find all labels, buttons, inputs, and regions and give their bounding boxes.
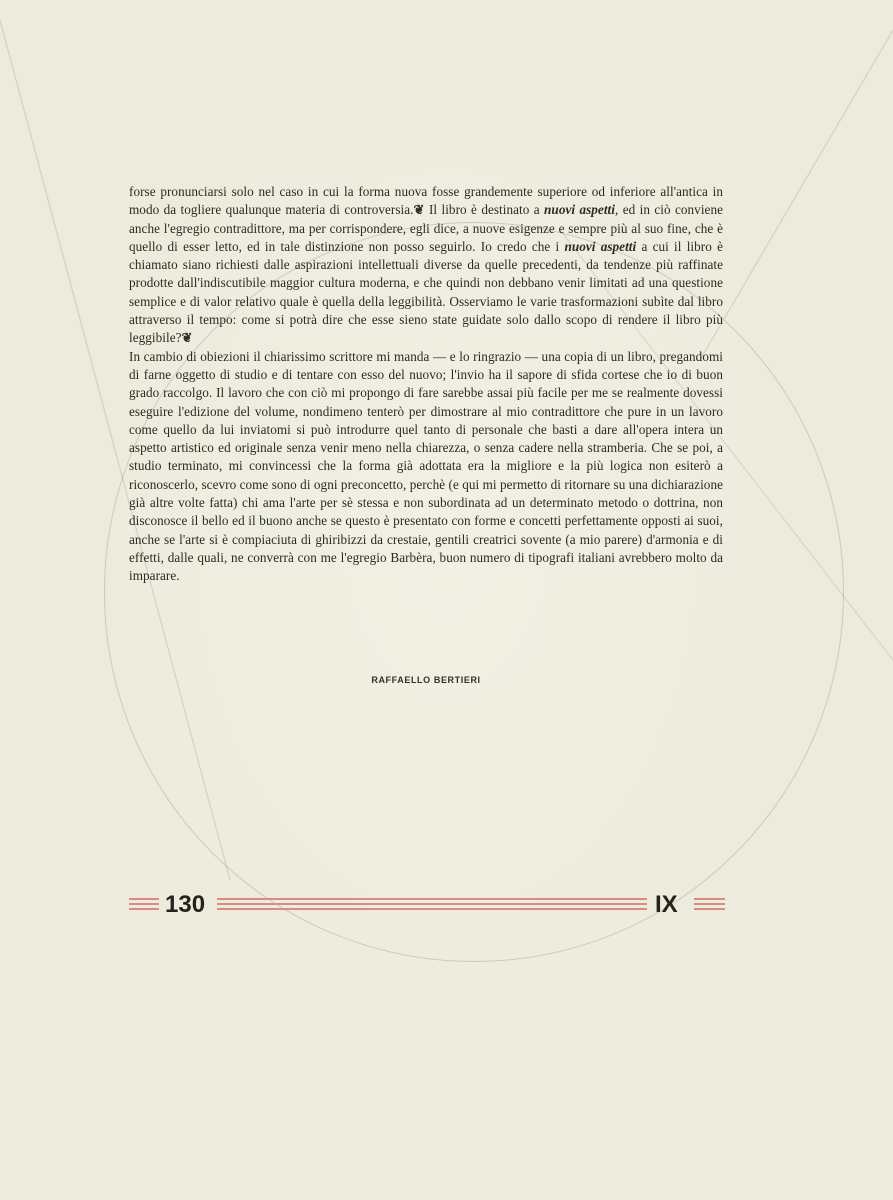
decorative-rule [694, 898, 725, 912]
body-text [129, 183, 723, 586]
italic-term: nuovi aspetti [564, 238, 637, 254]
text-run: , ed in ciò conviene anche l'egregio contradittore, ma per corrispondere, egli dice, a nuove esigenze e sempre più al suo fine, che è quello di esser letto, ed in tale distinzione non posso seguirlo. Io credo che i [129, 202, 723, 254]
text-run: a cui il libro è chiamato siano richiesti dalle aspirazioni intellettuali diverse da quelle precedenti, da tendenze più raffinate prodotte dall'indiscutibile maggior cultura moderna, e che quindi non debbano venir limitati ad una questione semplice e di valor relativo quale è quella della leggibilità. Osserviamo le varie trasformazioni subìte dal libro attraverso il tempo: come si potrà dire che esse sieno state guidate solo dallo scopo di rendere il libro più leggibile? [129, 238, 723, 346]
chapter-number: IX [655, 891, 678, 918]
text-run: forse pronunciarsi solo nel caso in cui la forma nuova fosse grandemente superiore od inferiore all'antica in modo da togliere qualunque materia di controversia. [129, 184, 723, 218]
author-signature: RAFFAELLO BERTIERI [371, 675, 481, 685]
decorative-rule [217, 898, 647, 912]
fleuron-ornament-icon: ❦ [413, 202, 425, 218]
decorative-rule [129, 898, 159, 912]
fleuron-ornament-icon: ❦ [181, 330, 193, 346]
page-number: 130 [165, 891, 206, 918]
text-run: Il libro è destinato a [424, 202, 545, 218]
paragraph-2: In cambio di obiezioni il chiarissimo scrittore mi manda — e lo ringrazio — una copia di un libro, pregandomi di farne oggetto di studio e di tentare con esso del nuovo; l'invio ha il sapore di sfida cortese che io di buon grado raccolgo. Il lavoro che con ciò mi propongo di fare sarebbe assai più facile per me se realmente dovessi eseguire l'edizione del volume, nondimeno tenterò per dimostrare al mio contradittore che pure in un lavoro come quello da lui inviatomi si può introdurre quel tanto di personale che basti a dare all'opera intera un aspetto artistico ed originale senza venir meno nella chiarezza, o senza cadere nella stramberia. Che se poi, a studio terminato, mi convincessi che la forma già adottata era la migliore e la più logica non esiterò a riconoscerlo, scevro come sono di ogni preconcetto, perchè (e qui mi permetto di ritornare su una dichiarazione già altre volte fatta) chi ama l'arte per sè stessa e non subordinata ad un determinato metodo o dottrina, non disconosce il bello ed il buono anche se questo è presentato con forme e concetti perfettamente opposti ai suoi, anche se l'arte si è compiaciuta di ghiribizzi da crestaie, gentili creatrici sovente (a mio parere) d'armonia e di effetti, dalle quali, ne converrà con me l'egregio Barbèra, buon numero di tipografi italiani avrebbero molto da imparare. [129, 348, 723, 584]
italic-term: nuovi aspetti [544, 202, 615, 218]
paragraph-1 [129, 183, 723, 348]
page-footer [129, 890, 725, 920]
